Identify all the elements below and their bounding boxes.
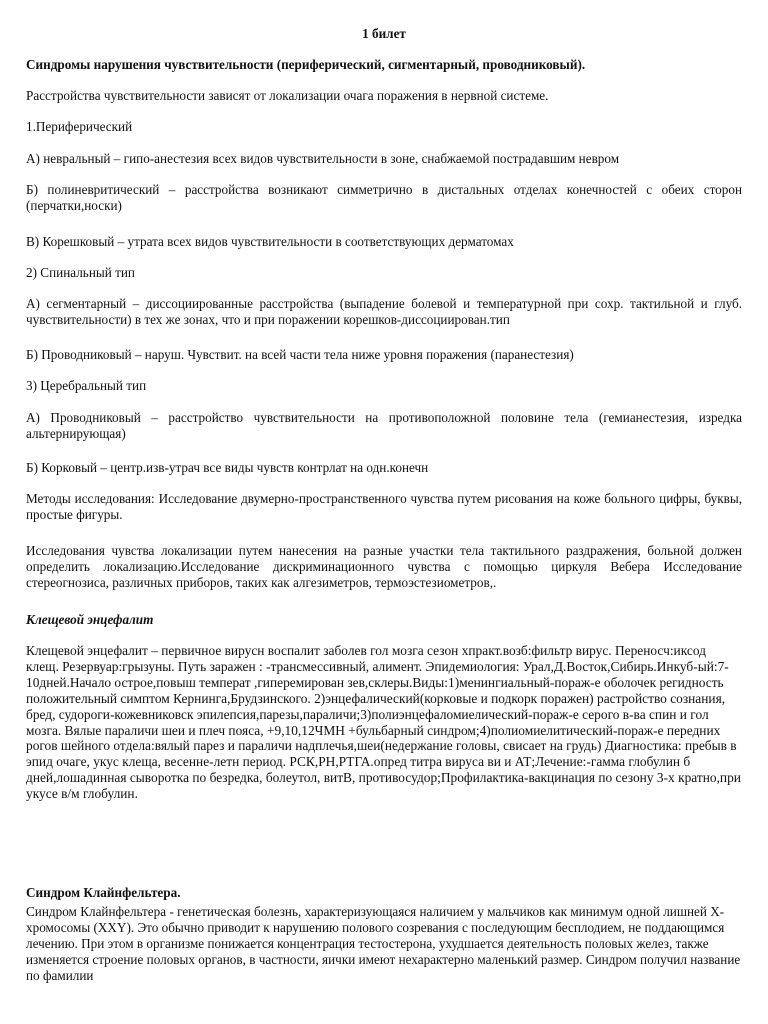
paragraph: 3) Церебральный тип	[26, 378, 147, 393]
sensitivity-syndromes-heading: Синдромы нарушения чувствительности (периферический, сигментарный, проводниковый).	[26, 57, 586, 72]
paragraph: В) Корешковый – утрата всех видов чувствительности в соответствующих дерматомах	[26, 234, 514, 249]
paragraph: Методы исследования: Исследование двумерно-пространственного чувства путем рисования на коже больного цифры, буквы, простые фигуры.	[26, 491, 742, 522]
paragraph: А) невральный – гипо-анестезия всех видов чувствительности в зоне, снабжаемой пострадавшим невром	[26, 151, 620, 166]
encephalitis-body: Клещевой энцефалит – первичное вирусн воспалит заболев гол мозга сезон хпракт.возб:фильтр вирус. Переносч:иксод клещ. Резервуар:грызуны. Путь заражен : -трансмессивный, алимент. Эпидемиология: Урал,Д.Восток,Сибирь.Инкуб-ый:7-10дней.Начало острое,повыш температ ,гиперемирован зев,склеры.Виды:1)менингиальный-пораж-е оболочек регидность положительный симптом Кернинга,Брудзинского. 2)энцефалический(корковые и подкорк поражен) растройство сознания, бред, судороги-кожевниковск эпилепсия,парезы,параличи;3)полиэнцефаломиелический-пораж-е серого в-ва спин и гол мозга. Вялые параличи шеи и плеч пояса, +9,10,12ЧМН +бульбарный синдром;4)полиомиелитический-пораж-е передних рогов шейного отдела:вялый парез и параличи надплечья,шеи(недержание головы, свисает на грудь) Диагностика: пребыв в эпид очаге, укус клеща, весенне-летн период. РСК,РН,РТГА.опред титра вируса ви и АТ;Лечение:-гамма глобулин б дней,лошадинная сыворотка по безредка, болеутол, витВ, противосудор;Профилактика-вакцинация по сезону 3-х кратно,при укусе в/м глобулин.	[26, 643, 741, 802]
paragraph: 2) Спинальный тип	[26, 265, 135, 280]
paragraph: Расстройства чувствительности зависят от локализации очага поражения в нервной системе.	[26, 88, 549, 103]
klinefelter-heading: Синдром Клайнфельтера.	[26, 885, 181, 900]
ticket-title: 1 билет	[362, 26, 406, 41]
paragraph: А) сегментарный – диссоциированные расстройства (выпадение болевой и температурной при сохр. тактильной и глуб. чувствительности) в тех же зонах, что и при поражении корешков-диссоциирован.тип	[26, 296, 742, 327]
paragraph: Б) Корковый – центр.изв-утрач все виды чувств контрлат на одн.конечн	[26, 460, 429, 475]
klinefelter-body: Синдром Клайнфельтера - генетическая болезнь, характеризующаяся наличием у мальчиков как минимум одной лишней X-хромосомы (XXY). Это обычно приводит к нарушению полового созревания с последующим бесплодием, не поддающимся лечению. При этом в организме понижается концентрация тестостерона, ухудшается деятельность половых желез, также изменяется строение половых органов, в частности, яички имеют нехарактерно маленький размер. Синдром получил название по фамилии	[26, 904, 741, 983]
tick-borne-encephalitis-heading: Клещевой энцефалит	[26, 612, 154, 627]
paragraph: Исследования чувства локализации путем нанесения на разные участки тела тактильного раздражения, больной должен определить локализацию.Исследование дискриминационного чувства с помощью циркуля Вебера Исследование стереогнозиса, различных приборов, таких как алгезиметров, термоэстезиометров,.	[26, 543, 742, 590]
paragraph: 1.Периферический	[26, 119, 133, 134]
paragraph: Б) Проводниковый – наруш. Чувствит. на всей части тела ниже уровня поражения (паранестезия)	[26, 347, 574, 362]
paragraph: А) Проводниковый – расстройство чувствительности на противоположной половине тела (гемианестезия, изредка альтернирующая)	[26, 410, 742, 441]
paragraph: Б) полиневритический – расстройства возникают симметрично в дистальных отделах конечностей с обеих сторон (перчатки,носки)	[26, 182, 742, 213]
